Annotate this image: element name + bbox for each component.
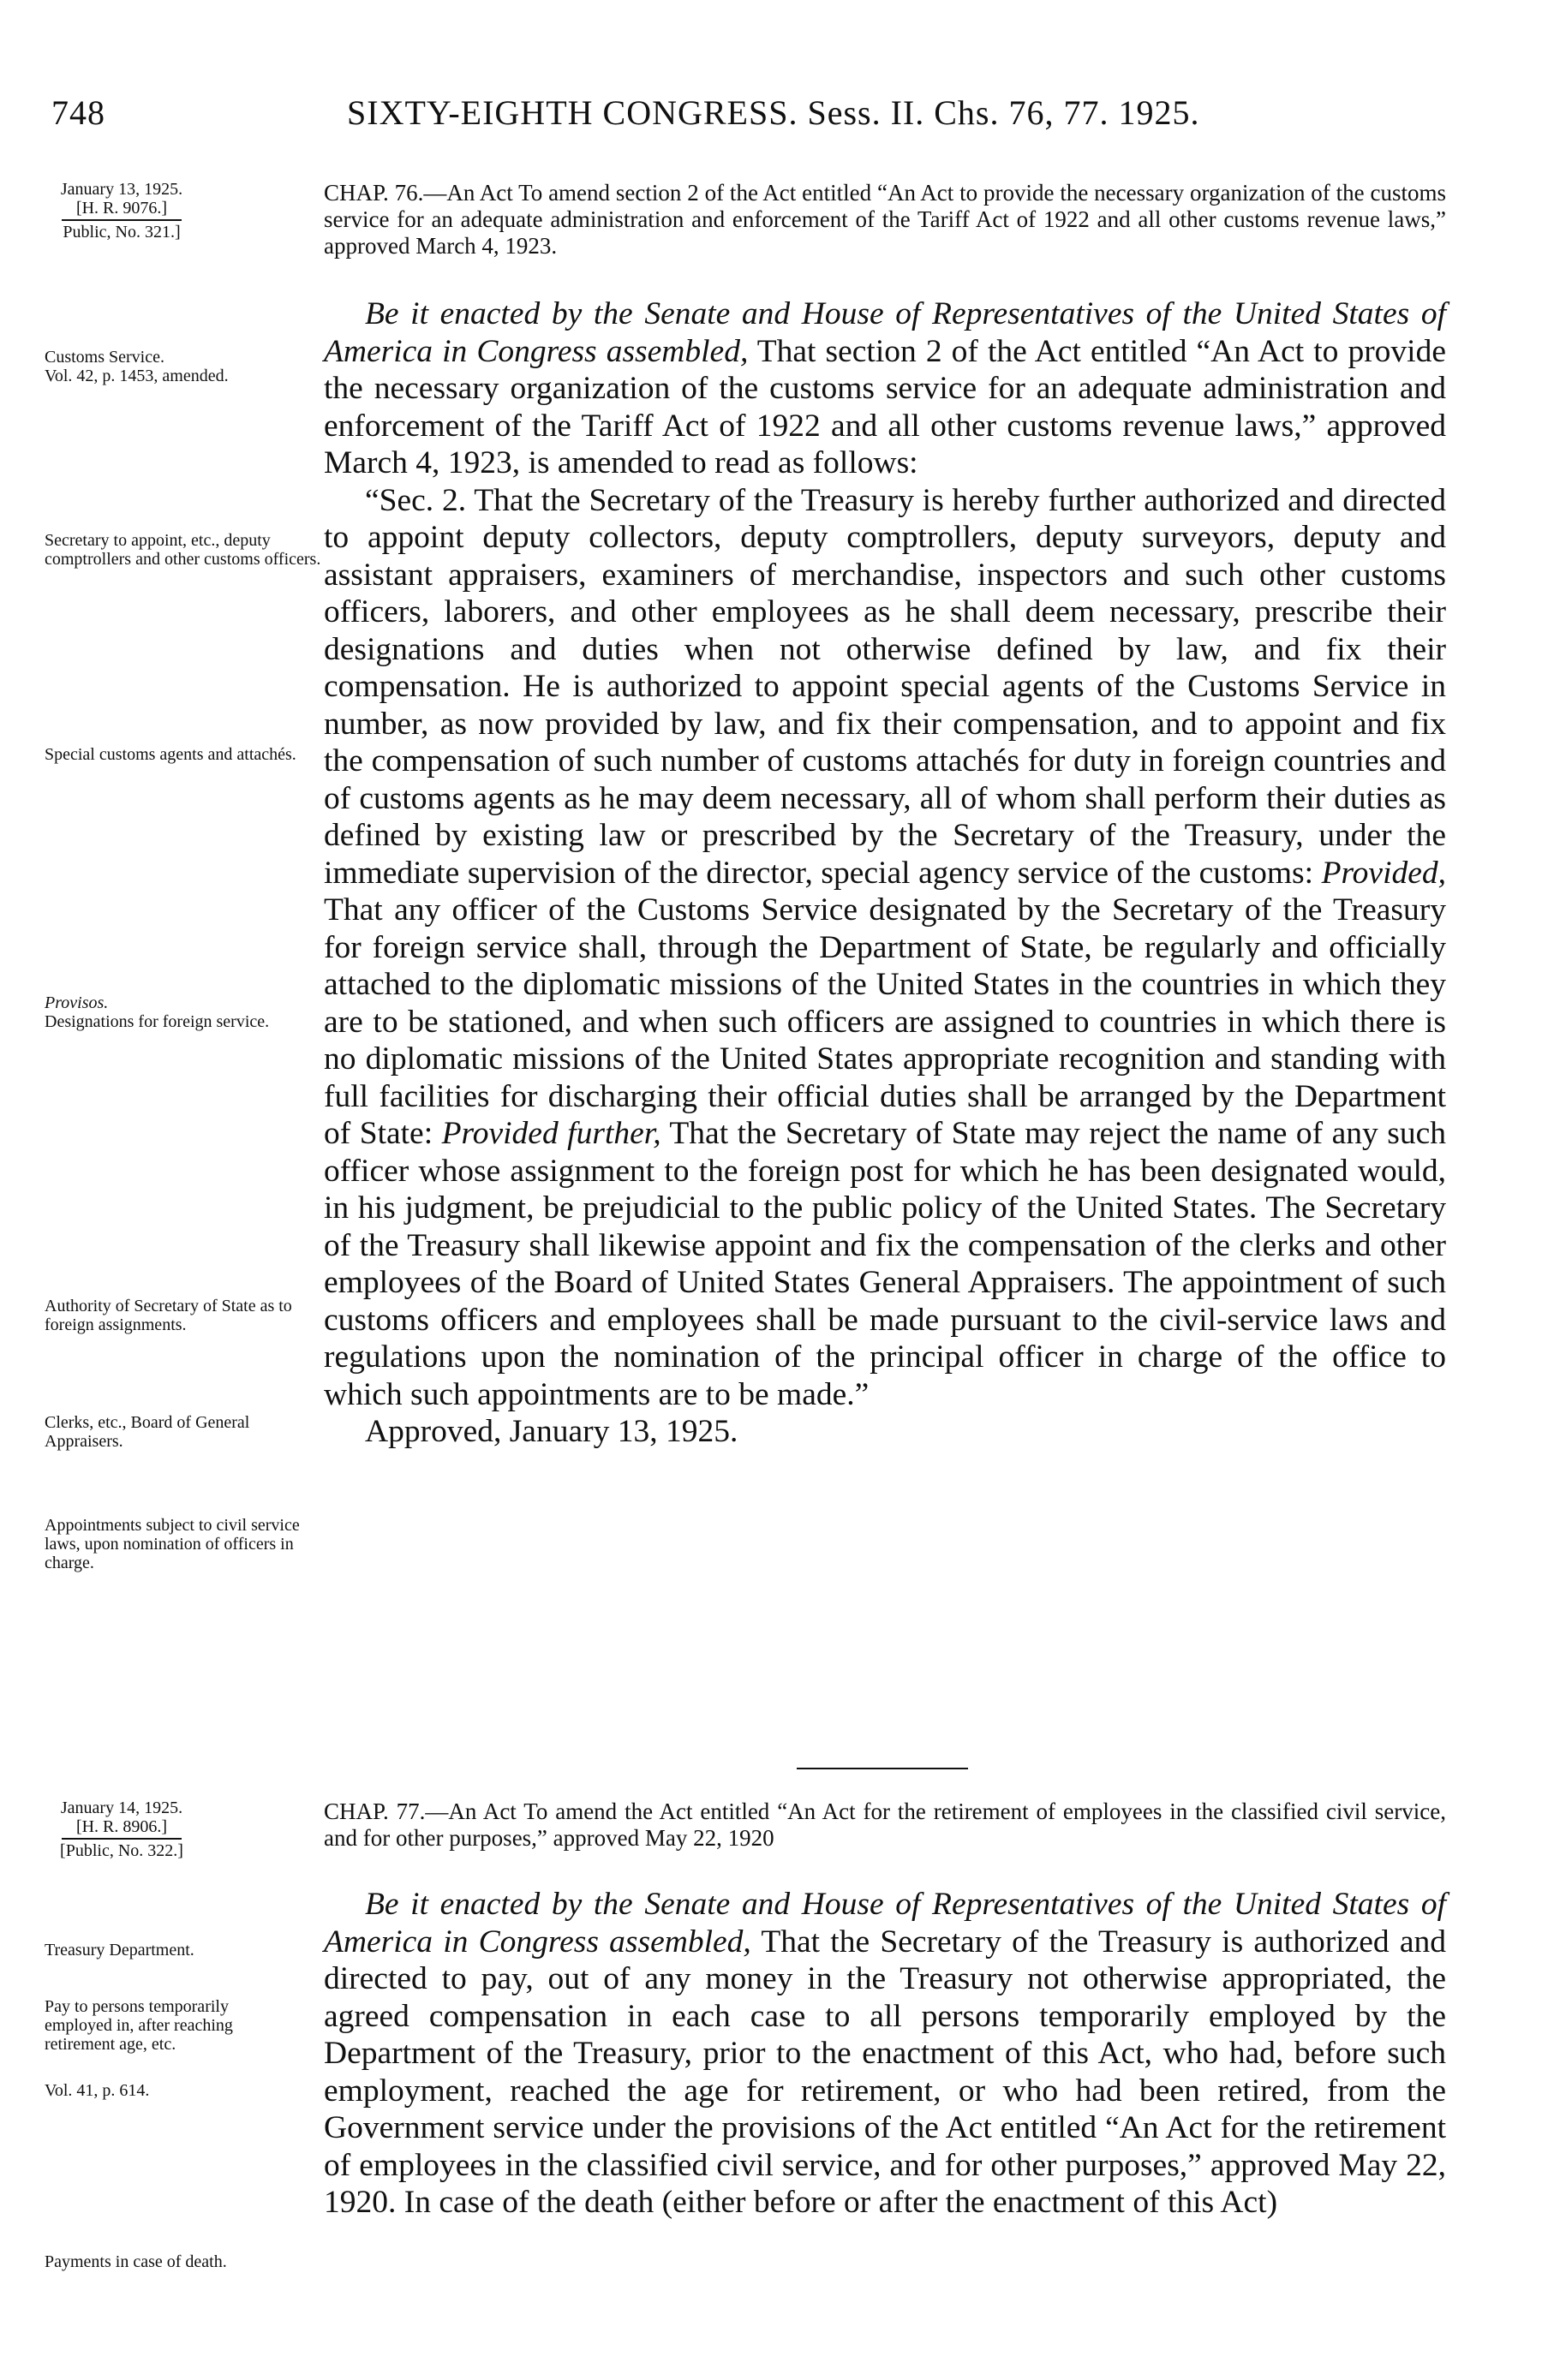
chap77-public-number: [Public, No. 322.] (60, 1841, 183, 1860)
chap76-title: CHAP. 76.—An Act To amend section 2 of the Act entitled “An Act to provide the necessary organization of the customs service for an adequate administration and enforcement of the Tariff Act of 1922 and all other customs revenue laws,” approved March 4, 1923. (324, 180, 1446, 259)
chap77-marginal-header (45, 1798, 199, 1860)
chap76-header-rule (62, 219, 182, 221)
note-payments-death: Payments in case of death. (45, 2252, 227, 2271)
chap77-paragraph-1 (324, 1886, 1446, 2222)
running-title: SIXTY-EIGHTH CONGRESS. Sess. II. Chs. 76, 77. 1925. (347, 93, 1200, 132)
chap76-enacting-clause: Be it enacted by the Senate and House of Representatives of the United States of America in Congress assembled, (324, 296, 1446, 369)
note-designations: Designations for foreign service. (45, 1012, 270, 1031)
chap77-body (324, 1886, 1446, 2222)
page-number: 748 (51, 93, 105, 132)
chap76-paragraph-1-rest: That section 2 of the Act entitled “An Act to provide the necessary organization of the customs service for an adequate administration and enforcement of the Tariff Act of 1922 and all other customs revenue laws,” approved March 4, 1923, is amended to read as follows: (324, 333, 1446, 480)
note-clerks: Clerks, etc., Board of General Appraisers. (45, 1413, 250, 1451)
chap76-approved: Approved, January 13, 1925. (365, 1414, 738, 1449)
note-vol-ref-76: Vol. 42, p. 1453, amended. (45, 367, 229, 385)
chap76-body (324, 295, 1446, 1451)
chap76-main-text (324, 180, 1446, 1451)
note-pay-temporarily-employed: Pay to persons temporarily employed in, after reaching retirement age, etc. (45, 1997, 233, 2054)
chap77-header-rule (62, 1838, 182, 1840)
note-authority: Authority of Secretary of State as to foreign assignments. (45, 1297, 292, 1334)
note-treasury-department: Treasury Department. (45, 1941, 194, 1959)
chap76-sec2-part2: That any officer of the Customs Service designated by the Secretary of the Treasury for foreign service shall, through the Department of State, be regularly and officially attached to the diplomatic missions of the United States in the countries in which they are to be stationed, and when such officers are assigned to countries in which there is no diplomatic missions of the United States appropriate recognition and standing with full facilities for discharging their official duties shall be arranged by the Department of State: (324, 892, 1446, 1151)
chap76-paragraph-1 (324, 295, 1446, 482)
chap76-sec2-part3: That the Secretary of State may reject the name of any such officer whose assignment to the foreign post for which he has been designated would, in his judgment, be prejudicial to the public policy of the United States. The Secretary of the Treasury shall likewise appoint and fix the compensation of the clerks and other employees of the Board of United States General Appraisers. The appointment of such customs officers and employees shall be made pursuant to the civil-service laws and regulations upon the nomination of the principal officer in charge of the office to which such appointments are to be made.” (324, 1116, 1447, 1412)
chap76-sec2-part1: “Sec. 2. That the Secretary of the Treasury is hereby further authorized and directed to appoint deputy collectors, deputy comptrollers, deputy surveyors, deputy and assistant appraisers, examiners of merchandise, inspectors and such other customs officers, laborers, and other employees as he shall deem necessary, prescribe their designations and duties when not otherwise defined by law, and fix their compensation. He is authorized to appoint special agents of the Customs Service in number, as now provided by law, and fix their compensation, and to appoint and fix the compensation of such number of customs attachés for duty in foreign countries and of customs agents as he may deem necessary, all of whom shall perform their duties as defined by existing law or prescribed by the Secretary of the Treasury, under the immediate supervision of the director, special agency service of the customs: (324, 482, 1446, 891)
chap77-body-text: That the Secretary of the Treasury is authorized and directed to pay, out of any money in the Treasury not otherwise appropriated, the agreed compensation in each case to all persons temporarily employed by the Department of the Treasury, prior to the enactment of this Act, who had, before such employment, reached the age for retirement, or who had been retired, from the Government service under the provisions of the Act entitled “An Act for the retirement of employees in the classified civil service, and for other purposes,” approved May 22, 1920. In case of the death (either before or after the enactment of this Act) (324, 1924, 1447, 2220)
note-special-agents: Special customs agents and attachés. (45, 745, 296, 764)
running-header (51, 92, 1456, 135)
chap76-date: January 13, 1925. (60, 180, 183, 199)
chap77-title: CHAP. 77.—An Act To amend the Act entitled “An Act for the retirement of employees in the classified civil service, and for other purposes,” approved May 22, 1920 (324, 1798, 1446, 1851)
chap76-proviso-1: Provided, (1321, 855, 1447, 891)
note-secretary-appoint: Secretary to appoint, etc., deputy comptrollers and other customs officers. (45, 531, 321, 569)
note-customs-service: Customs Service. (45, 348, 164, 367)
chap76-bill-number: [H. R. 9076.] (75, 199, 168, 218)
note-provisos: Provisos. (45, 993, 109, 1012)
note-appointments: Appointments subject to civil service laws, upon nomination of officers in charge. (45, 1516, 300, 1572)
note-vol-ref-77: Vol. 41, p. 614. (45, 2081, 150, 2100)
chapter-divider (797, 1768, 968, 1769)
chap76-marginal-header (45, 180, 199, 242)
chap76-proviso-2: Provided further, (441, 1116, 661, 1151)
chap76-section-2 (324, 482, 1446, 1414)
chap77-bill-number: [H. R. 8906.] (75, 1817, 168, 1836)
chap77-enacting-clause: Be it enacted by the Senate and House of Representatives of the United States of America in Congress assembled, (324, 1887, 1446, 1959)
chap77-main-text (324, 1798, 1446, 2222)
chap77-date: January 14, 1925. (60, 1798, 183, 1817)
chap76-public-number: Public, No. 321.] (63, 223, 181, 242)
